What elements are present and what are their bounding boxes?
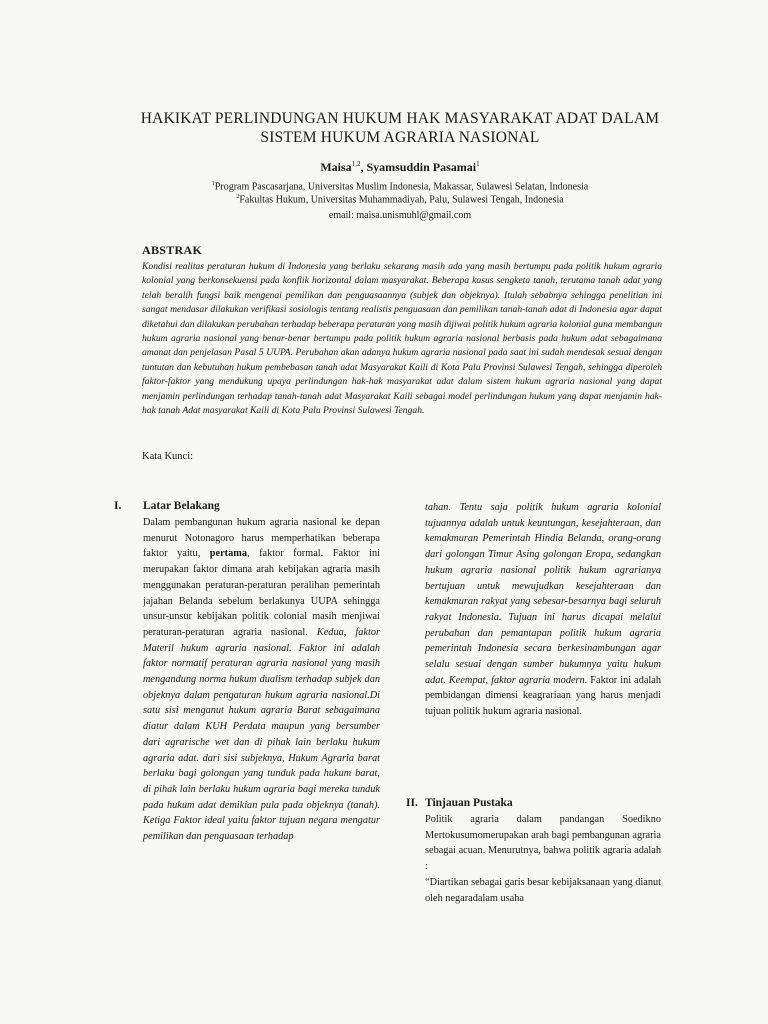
title-line-1: HAKIKAT PERLINDUNGAN HUKUM HAK MASYARAKAT ADAT DALAM <box>140 110 660 127</box>
section-2-column <box>425 812 661 906</box>
section-2-title: Tinjauan Pustaka <box>425 797 513 809</box>
section-1-p2-italic: tahan. Tentu saja politik hukum agraria kolonial tujuannya adalah untuk keuntungan, kesejahteraan, dan kemakmuran Pemerintah Hindia Belanda, orang-orang dari golongan Timur Asing golongan Eropa, sedangkan hukum agraria nasional politik hukum agrarianya bertujuan untuk mewujudkan kesejahteraan dan kemakmuran rakyat yang sebesar-besarnya bagi seluruh rakyat Indonesia. Tujuan ini harus dicapai melalui perubahan dan pemantapan politik hukum agraria pemerintah Indonesia secara berkesinambungan agar selalu sesuai dengan sumber hukumnya yaitu hukum adat. Keempat, faktor agraria modern. <box>425 502 661 686</box>
section-1-p1-italic: Kedua, faktor Materil hukum agraria nasional. Faktor ini adalah faktor normatif peraturan agraria nasional yang masih mengandung norma hukum dualism terhadap subjek dan objeknya dalam pengaturan hukum agraria nasional.Di satu sisi menganut hukum agraria Barat sebagaimana diatur dalam KUH Perdata maupun yang bersumber dari agrarische wet dan di pihak lain berlaku hukum agraria adat. dari sisi subjeknya, Hukum Agraria barat berlaku bagi golongan yang tunduk pada hukum barat, di pihak lain berlaku hukum agraria bagi mereka tunduk pada hukum adat demikian pula pada objeknya (tanah). Ketiga Faktor ideal yaitu faktor tujuan negara mengatur pemilikan dan penguasaan terhadap <box>143 626 380 843</box>
section-1-p1-text-a: Dalam pembangunan hukum agraria nasional ke depan menurut Notonagoro harus memperhatikan beberapa faktor yaitu, <box>143 517 380 560</box>
section-1-number: I. <box>114 500 122 512</box>
affiliation-1-marker: 1 <box>211 181 215 187</box>
section-1-p2-text: Faktor ini adalah pembidangan dimensi keagrariaan yang harus menjadi tujuan politik hukum agraria nasional. <box>425 674 661 718</box>
section-2-paragraph-2: “Diartikan sebagai garis besar kebijaksanaan yang dianut oleh negaradalam usaha <box>425 876 661 904</box>
section-1-paragraph-1 <box>143 515 380 845</box>
abstract-heading: ABSTRAK <box>142 243 203 257</box>
author-2-affil-marker: 1 <box>476 160 480 168</box>
author-1: Maisa <box>320 160 352 174</box>
author-email: email: maisa.unismuhl@gmail.com <box>328 210 472 221</box>
section-1-paragraph-2 <box>425 500 661 720</box>
affiliation-1-text: Program Pascasarjana, Universitas Muslim Indonesia, Makassar, Sulawesi Selatan, Indonesia <box>214 181 589 193</box>
section-1-right-column <box>425 500 661 720</box>
author-1-affil-marker: 1,2 <box>351 160 361 168</box>
section-2-paragraph-1: Politik agraria dalam pandangan Soedikno Mertokusumomerupakan arah bagi pembangunan agraria sebagai acuan. Menurutnya, bahwa politik agraria adalah : <box>425 814 661 873</box>
section-1-p1-text-b: , faktor formal. Faktor ini merupakan faktor dimana arah kebijakan agraria masih menggunakan peraturan-peraturan peralihan pemerintah jajahan Belanda sebelum berlakunya UUPA sehingga unsur-unsur kebijakan politik colonial masih menjiwai peraturan-peraturan agraria nasional. <box>143 548 380 638</box>
paper-title <box>130 109 670 147</box>
author-2: Syamsuddin Pasamai <box>366 160 477 174</box>
abstract-text: Kondisi realitas peraturan hukum di Indonesia yang berlaku sekarang masih ada yang masih bertumpu pada politik hukum agraria kolonial yang berkonsekuensi pada konflik horizontal dalam masyarakat. Beberapa kasus sengketa tanah, terutama tanah adat yang telah beralih fungsi baik mengenai pemilikan dan penguasaannya (subjek dan objeknya). Itulah sebabnya sehingga penelitian ini sangat mendasar dilakukan verifikasi sosiologis tentang realistis penguasaan dan pemilikan tanah-tanah adat di Indonesia agar dapat diketahui dan dilakukan perubahan terhadap beberapa peraturan yang masih dijiwai politik hukum agraria kolonial guna membangun hukum agraria nasional yang benar-benar bertumpu pada politik hukum agraria nasional berbasis pada hukum adat sebagaimana amanat dan penjelasan Pasal 5 UUPA. Perubahan akan adanya hukum agraria nasional pada saat ini sudah mendesak sesuai dengan tuntutan dan kebutuhan hukum pembebasan tanah adat Masyarakat Kaili di Kota Palu Provinsi Sulawesi Tengah, sehingga diperoleh faktor-faktor yang mendukung upaya perlindungan hak-hak masyarakat adat dalam sistem hukum agraria nasional yang dapat menjamin perlindungan terhadap tanah-tanah adat Masyarakat Kaili sebagai model perlindungan hukum yang dapat menjamin hak-hak tanah Adat masyarakat Kaili di Kota Palu Provinsi Sulawesi Tengah. <box>142 261 662 417</box>
affiliation-2-text: Fakultas Hukum, Universitas Muhammadiyah, Palu, Sulawesi Tengah, Indonesia <box>239 194 564 206</box>
title-line-2: SISTEM HUKUM AGRARIA NASIONAL <box>260 129 540 146</box>
section-1-title: Latar Belakang <box>143 500 220 512</box>
affiliation-2 <box>150 191 650 206</box>
section-1-p1-bold: pertama <box>209 548 247 560</box>
section-2-number: II. <box>406 797 418 809</box>
keywords-label: Kata Kunci: <box>142 451 194 462</box>
section-1-left-column <box>143 515 380 845</box>
author-list <box>200 160 600 175</box>
affiliation-2-marker: 2 <box>236 194 240 200</box>
author-separator: , <box>360 160 367 174</box>
